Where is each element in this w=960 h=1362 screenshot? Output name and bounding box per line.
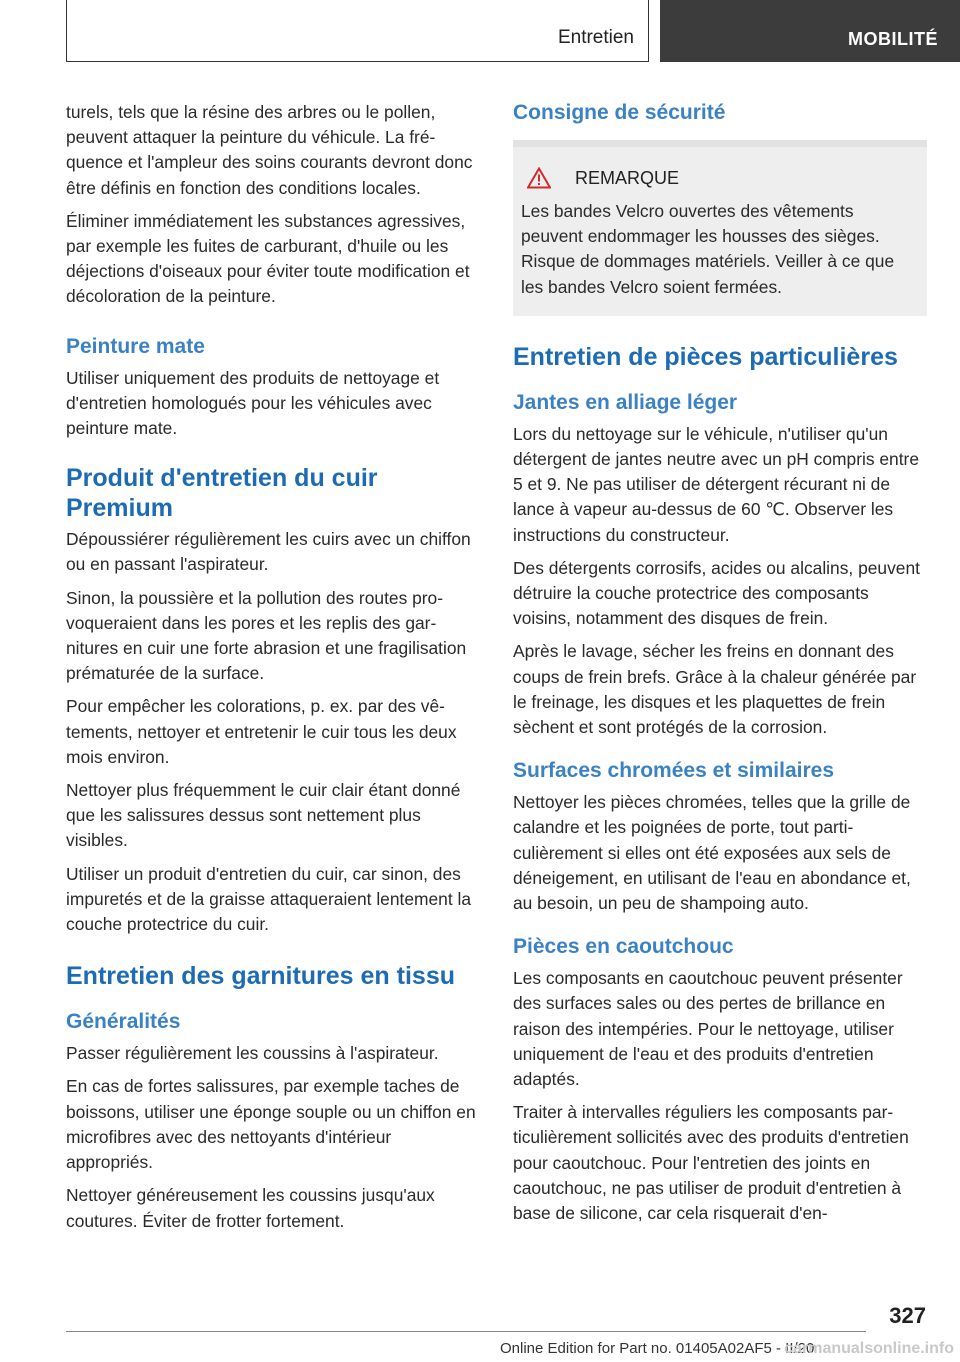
heading-garnitures-tissu: Entretien des garnitures en tissu (66, 962, 455, 991)
heading-jantes: Jantes en alliage léger (513, 390, 738, 414)
heading-surfaces-chromees: Surfaces chromées et similaires (513, 759, 835, 783)
page-number: 327 (889, 1303, 926, 1328)
heading-pieces-caoutchouc: Pièces en caoutchouc (513, 935, 734, 959)
footer-divider (66, 1331, 866, 1332)
paragraph: Les composants en caoutchouc peuvent présenter des surfaces sales ou des pertes de brillance en raison des intempéries. Pour le nettoyage, utiliser uniquement de l'eau et des produits d'entretien adaptés. (513, 968, 903, 1090)
heading-consigne-securite: Consigne de sécurité (513, 101, 726, 124)
left-column (66, 100, 480, 1242)
header-chapter-tab (660, 0, 960, 62)
paragraph: Traiter à intervalles réguliers les composants particulièrement sollicités avec des produits d'entretien pour caoutchouc. Pour l'entretien des joints en caoutchouc, ne pas utiliser de produit d'entretien à base de silicone, car cela risquerait d'en- (513, 1102, 909, 1224)
heading-cuir-premium: Produit d'entretien du cuir Premium (66, 464, 378, 523)
notice-text: Les bandes Velcro ouvertes des vêtements peuvent endommager les housses des sièges. Risque de dommages matériels. Veiller à ce que les bandes Velcro soient fermées. (521, 201, 895, 297)
notice-header (527, 167, 917, 189)
paragraph: Passer régulièrement les coussins à l'aspirateur. (66, 1043, 439, 1064)
paragraph: Nettoyer plus fréquemment le cuir clair étant donné que les salissures dessus sont nettement plus visibles. (66, 780, 461, 851)
notice-title: REMARQUE (575, 167, 680, 188)
paragraph: Utiliser un produit d'entretien du cuir, car sinon, des impuretés et de la graisse attaqueraient lentement la couche protectrice du cuir. (66, 863, 472, 935)
paragraph: Après le lavage, sécher les freins en donnant des coups de frein brefs. Grâce à la chaleur générée par le freinage, les disques et les plaquettes de frein sèchent et sont protégés de la corrosion. (513, 641, 917, 738)
heading-pieces-particulieres: Entretien de pièces particulières (513, 342, 898, 371)
paragraph: Lors du nettoyage sur le véhicule, n'utiliser qu'un détergent de jantes neutre avec un pH compris entre 5 et 9. Ne pas utiliser de détergent récurant ni de lance à vapeur au-dessus de 60 ℃. Observer les instructions du constructeur. (513, 423, 920, 545)
footer-edition: Online Edition for Part no. 01405A02AF5 - II/20 (500, 1340, 815, 1357)
header-section-tab (66, 0, 649, 62)
warning-triangle-icon (527, 167, 551, 189)
paragraph: En cas de fortes salissures, par exemple taches de boissons, utiliser une éponge souple ou un chiffon en microfibres avec des nettoyants d'intérieur appropriés. (66, 1076, 476, 1173)
paragraph: Pour empêcher les colorations, p. ex. par des vêtements, nettoyer et entretenir le cuir tous les deux mois environ. (66, 696, 457, 767)
paragraph: Nettoyer généreusement les coussins jusqu'aux coutures. Éviter de frotter fortement. (66, 1185, 435, 1231)
paragraph: turels, tels que la résine des arbres ou le pollen, peuvent attaquer la peinture du véhicule. La fréquence et l'ampleur des soins courants devront donc être définis en fonction des conditions locales. (66, 102, 473, 198)
header-chapter-title: MOBILITÉ (848, 29, 938, 49)
paragraph: Nettoyer les pièces chromées, telles que la grille de calandre et les poignées de porte, tout particulièrement si elles ont été exposées aux sels de déneigement, en utilisant de l'eau en abondance et, au besoin, un peu de shampoing auto. (513, 792, 911, 914)
right-column (513, 100, 927, 1234)
watermark: carmanualsonline.info (784, 1340, 954, 1357)
paragraph: Des détergents corrosifs, acides ou alcalins, peuvent détruire la couche protectrice des composants voisins, notamment des disques de frein. (513, 557, 920, 629)
paragraph: Utiliser uniquement des produits de nettoyage et d'entretien homologués pour les véhicules avec peinture mate. (66, 367, 440, 439)
header-section-title: Entretien (557, 27, 634, 48)
heading-generalites: Généralités (66, 1010, 181, 1034)
heading-peinture-mate: Peinture mate (66, 334, 205, 358)
paragraph: Dépoussiérer régulièrement les cuirs avec un chiffon ou en passant l'aspirateur. (66, 529, 471, 575)
paragraph: Éliminer immédiatement les substances agressives, par exemple les fuites de carburant, d'huile ou les déjections d'oiseaux pour éviter toute modification et décoloration de la peinture. (66, 210, 470, 307)
notice-box (513, 140, 927, 316)
paragraph: Sinon, la poussière et la pollution des routes provoqueraient dans les pores et les replis des garnitures en cuir une forte abrasion et une fragilisation prématurée de la surface. (66, 587, 467, 684)
